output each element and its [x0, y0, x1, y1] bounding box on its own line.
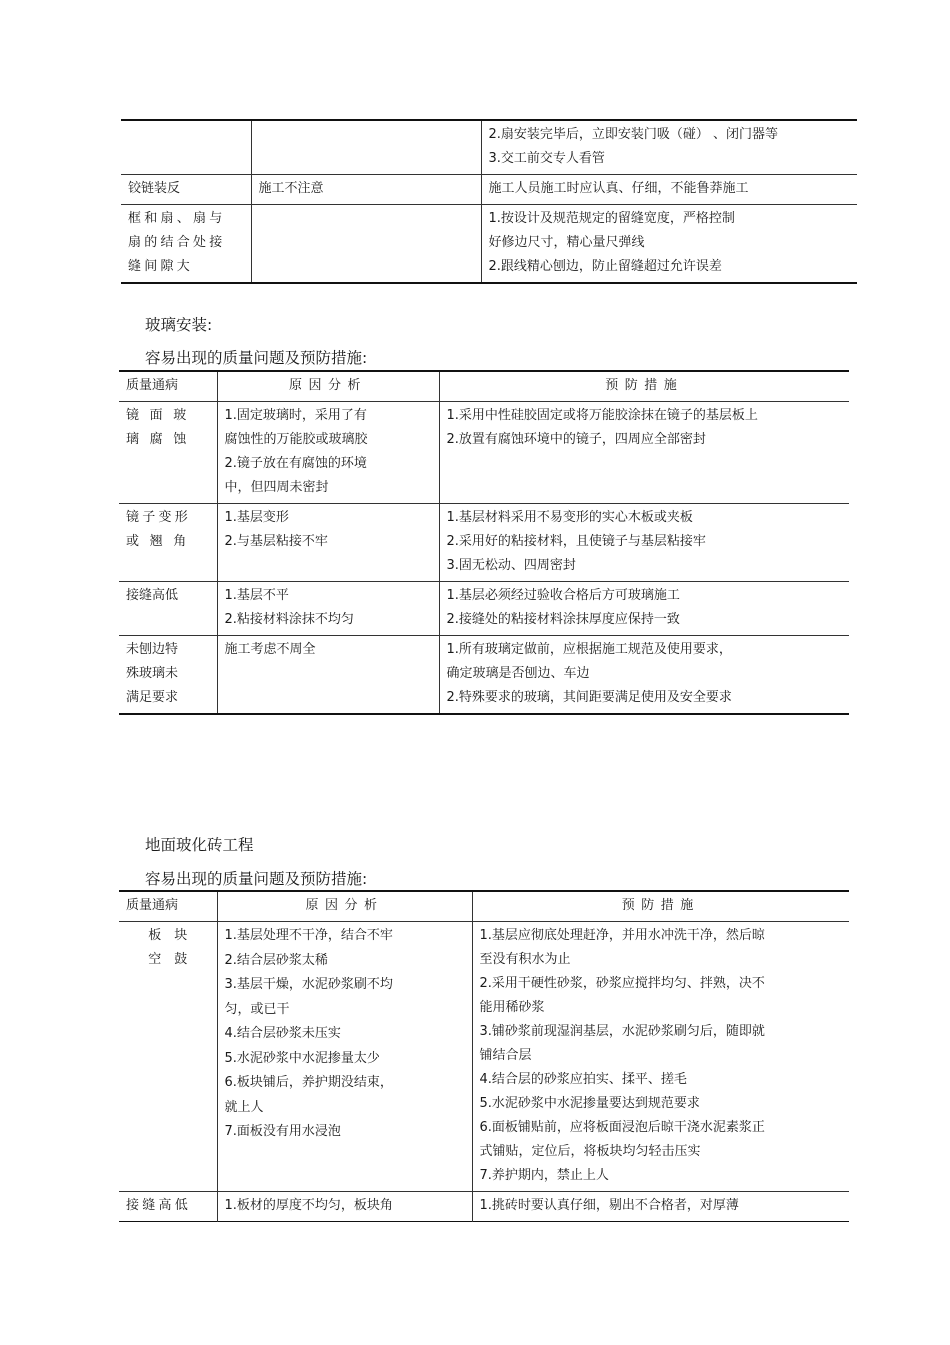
cause-cell: 施工考虑不周全	[217, 636, 439, 715]
issue-cell: 未刨边特 殊玻璃未 满足要求	[126, 642, 179, 705]
prevention-cell: 施工人员施工时应认真、仔细，不能鲁莽施工	[481, 175, 857, 205]
header-cause: 原因分析	[217, 891, 472, 922]
issue-cell: 镜子变形 或 翘 角	[119, 504, 217, 582]
issue-cell: 接缝高低	[126, 1198, 192, 1213]
table-row	[119, 922, 849, 1192]
prevention-cell: 2.扇安装完毕后，立即安装门吸（碰） 、闭门器等 3.交工前交专人看管	[481, 120, 857, 175]
cause-cell: 施工不注意	[251, 175, 481, 205]
section-subtitle-floor: 容易出现的质量问题及预防措施:	[145, 870, 368, 888]
prevention-cell: 1.基层应彻底处理赶净，并用水冲洗干净，然后晾 至没有积水为止 2.采用干硬性砂浆，砂浆应搅拌均匀、拌熟，决不 能用稀砂浆 3.铺砂浆前现湿润基层，水泥砂浆刷匀后，随即就 铺结合层 4.结合层的砂浆应拍实、揉平、搓毛 5.水泥砂浆中水泥掺量要达到规范要求 6.面板铺贴前，应将板面浸泡后晾干浇水泥素浆正 式铺贴，定位后，将板块均匀轻击压实 7.养护期内，禁止上人	[472, 922, 849, 1192]
header-issue: 质量通病	[119, 891, 217, 922]
cause-cell	[251, 205, 481, 284]
prevention-cell: 1.所有玻璃定做前，应根据施工规范及使用要求， 确定玻璃是否刨边、车边 2.特殊要求的玻璃，其间距要满足使用及安全要求	[439, 636, 849, 715]
prevention-cell: 1.基层必须经过验收合格后方可玻璃施工 2.接缝处的粘接材料涂抹厚度应保持一致	[439, 582, 849, 636]
header-issue: 质量通病	[119, 371, 217, 402]
section-title-glass: 玻璃安装:	[145, 316, 213, 334]
issue-cell: 铰链装反	[121, 175, 251, 205]
issue-cell: 镜 面 玻 璃 腐 蚀	[119, 402, 217, 504]
table-row	[119, 504, 849, 582]
header-cause: 原因分析	[217, 371, 439, 402]
table-row	[119, 402, 849, 504]
header-prevention: 预防措施	[472, 891, 849, 922]
section-subtitle-glass: 容易出现的质量问题及预防措施:	[145, 349, 368, 367]
table-header-row	[119, 891, 849, 922]
prevention-cell: 1.基层材料采用不易变形的实心木板或夹板 2.采用好的粘接材料，且使镜子与基层粘接牢 3.固无松动、四周密封	[439, 504, 849, 582]
cause-cell	[251, 120, 481, 175]
prevention-cell: 1.按设计及规范规定的留缝宽度，严格控制 好修边尺寸，精心量尺弹线 2.跟线精心刨边，防止留缝超过允许误差	[481, 205, 857, 284]
table-row	[119, 636, 849, 715]
cause-cell: 1.基层变形 2.与基层粘接不牢	[217, 504, 439, 582]
section-title-floor: 地面玻化砖工程	[145, 836, 254, 854]
prevention-cell: 1.采用中性硅胶固定或将万能胶涂抹在镜子的基层板上 2.放置有腐蚀环境中的镜子，四周应全部密封	[439, 402, 849, 504]
table-row	[121, 120, 857, 175]
cause-cell: 1.基层处理不干净，结合不牢 2.结合层砂浆太稀 3.基层干燥，水泥砂浆刷不均 匀，或已干 4.结合层砂浆未压实 5.水泥砂浆中水泥掺量太少 6.板块铺后，养护期没结束， 就上人 7.面板没有用水浸泡	[217, 922, 472, 1192]
cause-cell: 1.固定玻璃时，采用了有 腐蚀性的万能胶或玻璃胶 2.镜子放在有腐蚀的环境 中，但四周未密封	[217, 402, 439, 504]
header-prevention: 预防措施	[439, 371, 849, 402]
door-issues-table	[121, 119, 857, 284]
cause-cell: 1.板材的厚度不均匀，板块角	[217, 1192, 472, 1222]
issue-cell: 板 块 空 鼓	[119, 922, 217, 1192]
cause-cell: 1.基层不平 2.粘接材料涂抹不均匀	[217, 582, 439, 636]
table-row	[121, 205, 857, 284]
issue-cell: 接缝高低	[119, 582, 217, 636]
prevention-cell: 1.挑砖时要认真仔细，剔出不合格者，对厚薄	[472, 1192, 849, 1222]
table-row	[119, 582, 849, 636]
glass-issues-table	[119, 370, 849, 715]
table-row	[119, 1192, 849, 1222]
floor-issues-table	[119, 890, 849, 1222]
table-row	[121, 175, 857, 205]
issue-cell: 框和扇、扇与 扇的结合处接 缝间隙大	[128, 211, 226, 274]
issue-cell	[121, 120, 251, 175]
table-header-row	[119, 371, 849, 402]
